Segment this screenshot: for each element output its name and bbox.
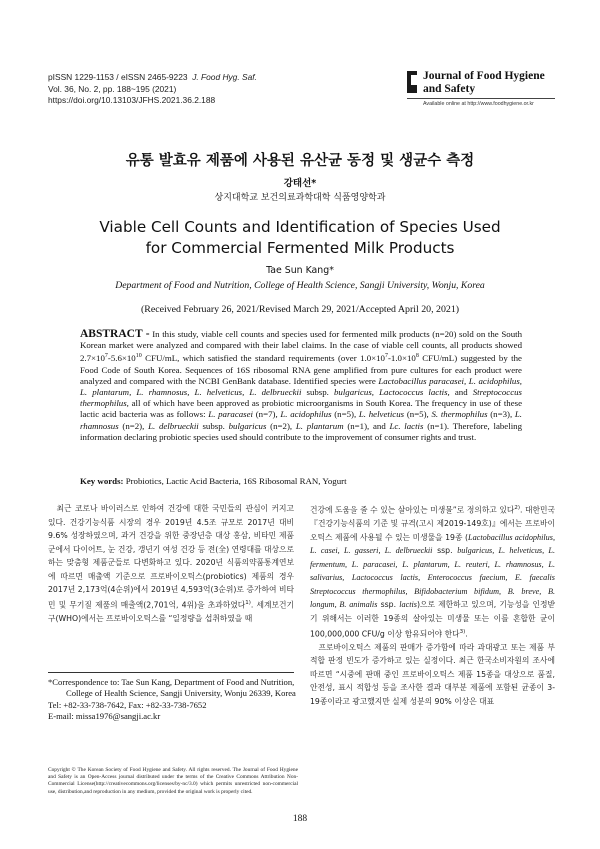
abstract-count: (n=7), bbox=[253, 409, 281, 420]
abstract-heading: ABSTRACT - bbox=[80, 328, 150, 340]
keywords-label: Key words: bbox=[80, 476, 124, 486]
abstract-species: L. rhamnosus bbox=[80, 409, 523, 431]
abstract-exponent: 7 bbox=[384, 353, 388, 360]
body-paragraph: 프로바이오틱스 제품의 판매가 증가함에 따라 과대광고 또는 제품 부적합 판정 빈도가 증가하고 있는 실정이다. 최근 한국소비자원의 조사에 따르면 “시중에 판매 중인 프로바이오틱스 제품 15종을 대상으로 품질, 안전성, 표시 적합성 등을 조사한 결과 대부분 제품에 포함된 균종이 3-19종이라고 광고했지만 실제 성분의 90% 이상은 대표 bbox=[310, 642, 555, 706]
abstract bbox=[80, 329, 522, 443]
abstract-text: (n=1). Therefore, labeling information declaring probiotic species used should contribute to the improvement of consumer rights and trust. bbox=[80, 420, 522, 442]
doi-link[interactable]: https://doi.org/10.13103/JFHS.2021.36.2.188 bbox=[48, 95, 216, 106]
body-text: . 세계보건기구(WHO)에서는 프로바이오틱스를 “일정량을 섭취하였을 때 bbox=[48, 600, 294, 623]
title-english-line2: for Commercial Fermented Milk Products bbox=[145, 239, 455, 257]
abstract-species: bulgaricus, Lactococcus lactis, bbox=[333, 386, 450, 397]
abstract-species: L. plantarum bbox=[295, 420, 344, 431]
body-text: . 대한민국 『건강기능식품의 기준 및 규격(고시 제2019-149호)』에서는 프로바이오틱스 제품에 사용될 수 있는 미생물을 19종 ( bbox=[310, 505, 556, 542]
abstract-text: CFU/mL, which satisfied the standard requirements (over 1.0×10 bbox=[141, 353, 385, 364]
correspondence: *Correspondence to: Tae Sun Kang, Department of Food and Nutrition, College of Health Science, Sangji University, Wonju 26339, Korea bbox=[48, 677, 296, 699]
body-text: ssp. bbox=[377, 600, 400, 610]
issn: pISSN 1229-1153 / eISSN 2465-9223 bbox=[48, 72, 188, 82]
author-korean: 강태선* bbox=[283, 178, 317, 189]
journal-name-line1: Journal of Food Hygiene bbox=[423, 70, 545, 82]
abstract-text: subsp. bbox=[301, 386, 334, 397]
abstract-count: (n=2), bbox=[266, 420, 296, 431]
journal-abbr: J. Food Hyg. Saf. bbox=[192, 72, 257, 82]
abstract-species: L. delbrueckii bbox=[148, 420, 199, 431]
abstract-count: (n=1), and bbox=[343, 420, 390, 431]
abstract-text: -5.6×10 bbox=[107, 353, 136, 364]
body-left-column bbox=[48, 502, 294, 626]
abstract-exponent: 8 bbox=[415, 353, 419, 360]
body-text: )으로 제한하고 있으며, 기능성을 인정받기 위해서는 이러한 19종의 살아있는 미생물 또는 이를 혼합한 균이 100,000,000 CFU/g 이상 함유되어야 한다 bbox=[310, 600, 555, 639]
abstract-species: bulgaricus bbox=[228, 420, 267, 431]
keywords bbox=[80, 476, 522, 486]
abstract-species: Lc. lactis bbox=[389, 420, 424, 431]
species-list: bulgaricus, L. helveticus, L. fermentum, L. paracasei, L. plantarum, L. reuteri, L. rhamnosus, L. salivarius, Lactococcus lactis, Enterococcus faecium, E. faecalis Streptococcus thermophilus, Bifidobacterium bifidum, B. breve, B. longum, B. animalis bbox=[310, 546, 555, 610]
body-text: ssp. bbox=[432, 546, 458, 556]
footnote-divider bbox=[48, 672, 294, 673]
body-paragraph bbox=[310, 502, 555, 641]
abstract-species: Lactobacillus paracasei, L. acidophilus, L. plantarum, L. rhamnosus, L. helveticus, L. delbrueckii bbox=[80, 375, 522, 397]
citation[interactable]: 1) bbox=[245, 599, 251, 606]
contact-email[interactable]: E-mail: missa1976@sangji.ac.kr bbox=[48, 710, 161, 721]
abstract-count: (n=2), bbox=[118, 420, 149, 431]
abstract-text: In this study, viable cell counts and species used for fermented milk products (n=20) sold on the South Korean market were analyzed and compared with their label claims. In the case of viable cell counts, all products showed 2.7×10 bbox=[80, 329, 523, 364]
affiliation-english: Department of Food and Nutrition, College of Health Science, Sangji University, Wonju, Korea bbox=[115, 280, 485, 291]
abstract-exponent: 7 bbox=[104, 353, 108, 360]
abstract-exponent: 10 bbox=[135, 353, 142, 360]
copyright-notice: Copyright © The Korean Society of Food Hygiene and Safety. All rights reserved. The Journal of Food Hygiene and Safety is an Open-Access journal distributed under the terms of the Creative Commons Attribution Non-Commercial License(http://creativecommons.org/licenses/by-nc/3.0) which permits unrestricted non-commercial use, distribution,and reproduction in any medium, provided the original work is properly cited. bbox=[48, 767, 298, 795]
available-online[interactable]: Available online at http://www.foodhygiene.or.kr bbox=[423, 101, 534, 107]
journal-name bbox=[423, 70, 545, 96]
journal-meta bbox=[48, 72, 257, 107]
abstract-species: L. paracasei bbox=[208, 409, 254, 420]
title-english-line1: Viable Cell Counts and Identification of Species Used bbox=[99, 218, 501, 236]
abstract-species: L. acidophilus bbox=[280, 409, 332, 420]
abstract-text: CFU/mL) suggested by the Food Code of South Korea. Sequences of 16S ribosomal RNA gene amplified from pure cultures for each product were analyzed and compared with the NCBI GenBank database. Identified species were bbox=[80, 353, 522, 386]
page-number: 188 bbox=[292, 814, 308, 824]
citation[interactable]: 3) bbox=[459, 628, 466, 635]
received-dates: (Received February 26, 2021/Revised March 29, 2021/Accepted April 20, 2021) bbox=[140, 304, 460, 315]
affiliation-korean: 상지대학교 보건의료과학대학 식품영양학과 bbox=[214, 193, 386, 203]
abstract-text: all of which have been approved as probiotic microorganisms in South Korea. The frequency in use of these lactic acid bacteria was as follows: bbox=[80, 398, 522, 420]
abstract-species: S. thermophilus bbox=[431, 409, 488, 420]
journal-name-line2: and Safety bbox=[423, 83, 476, 95]
abstract-text: -1.0×10 bbox=[387, 353, 416, 364]
body-paragraph bbox=[48, 502, 294, 626]
body-text: . bbox=[465, 629, 468, 639]
abstract-count: (n=5), bbox=[331, 409, 359, 420]
volume-info: Vol. 36, No. 2, pp. 188~195 (2021) bbox=[48, 83, 177, 94]
abstract-species: Streptococcus thermophilus, bbox=[80, 386, 522, 409]
abstract-text: subsp. bbox=[198, 420, 229, 431]
body-right-column bbox=[310, 502, 555, 708]
author-english: Tae Sun Kang* bbox=[266, 265, 334, 276]
contact-phone: Tel: +82-33-738-7642, Fax: +82-33-738-7652 bbox=[48, 699, 207, 710]
header-divider bbox=[407, 98, 555, 99]
title-english bbox=[0, 217, 600, 259]
keywords-text: Probiotics, Lactic Acid Bacteria, 16S Ribosomal RAN, Yogurt bbox=[123, 476, 347, 486]
abstract-species: L. helveticus bbox=[358, 409, 405, 420]
abstract-count: (n=5), bbox=[404, 409, 432, 420]
citation[interactable]: 2) bbox=[514, 505, 521, 511]
journal-logo-inner bbox=[411, 75, 417, 85]
title-korean: 유통 발효유 제품에 사용된 유산균 동정 및 생균수 측정 bbox=[125, 153, 475, 169]
body-text: 최근 코로나 바이러스로 인하여 건강에 대한 국민들의 관심이 커지고 있다. 건강기능식품 시장의 경우 2019년 4.5조 규모로 2017년 대비 9.6% 성장하였으며, 과거 건강을 위한 중장년층 대상 홍삼, 비타민 제품군에서 다이어트, 눈 건강, 갱년기 여성 건강 등 전(全) 연령대를 대상으로 하는 맞춤형 제품군들로 다변화하고 있다. 2020년 식품의약품통계연보에 따르면 매출액 기준으로 프로바이오틱스(probiotics) 제품의 경우 2017년 2,173억(4순위)에서 2019년 4,593억(3순위)로 증가하여 비타민 및 무기질 제품의 매출액(2,701억, 4위)을 초과하였다 bbox=[48, 504, 294, 610]
species-list: lactis bbox=[399, 600, 417, 610]
body-text: 건강에 도움을 줄 수 있는 살아있는 미생물”로 정의하고 있다 bbox=[310, 505, 515, 515]
abstract-text: and bbox=[449, 386, 473, 397]
species-list: Lactobacillus acidophilus, L. casei, L. gasseri, L. delbrueckii bbox=[310, 532, 555, 556]
abstract-count: (n=3), bbox=[487, 409, 515, 420]
correspondence-footnote bbox=[48, 677, 298, 722]
